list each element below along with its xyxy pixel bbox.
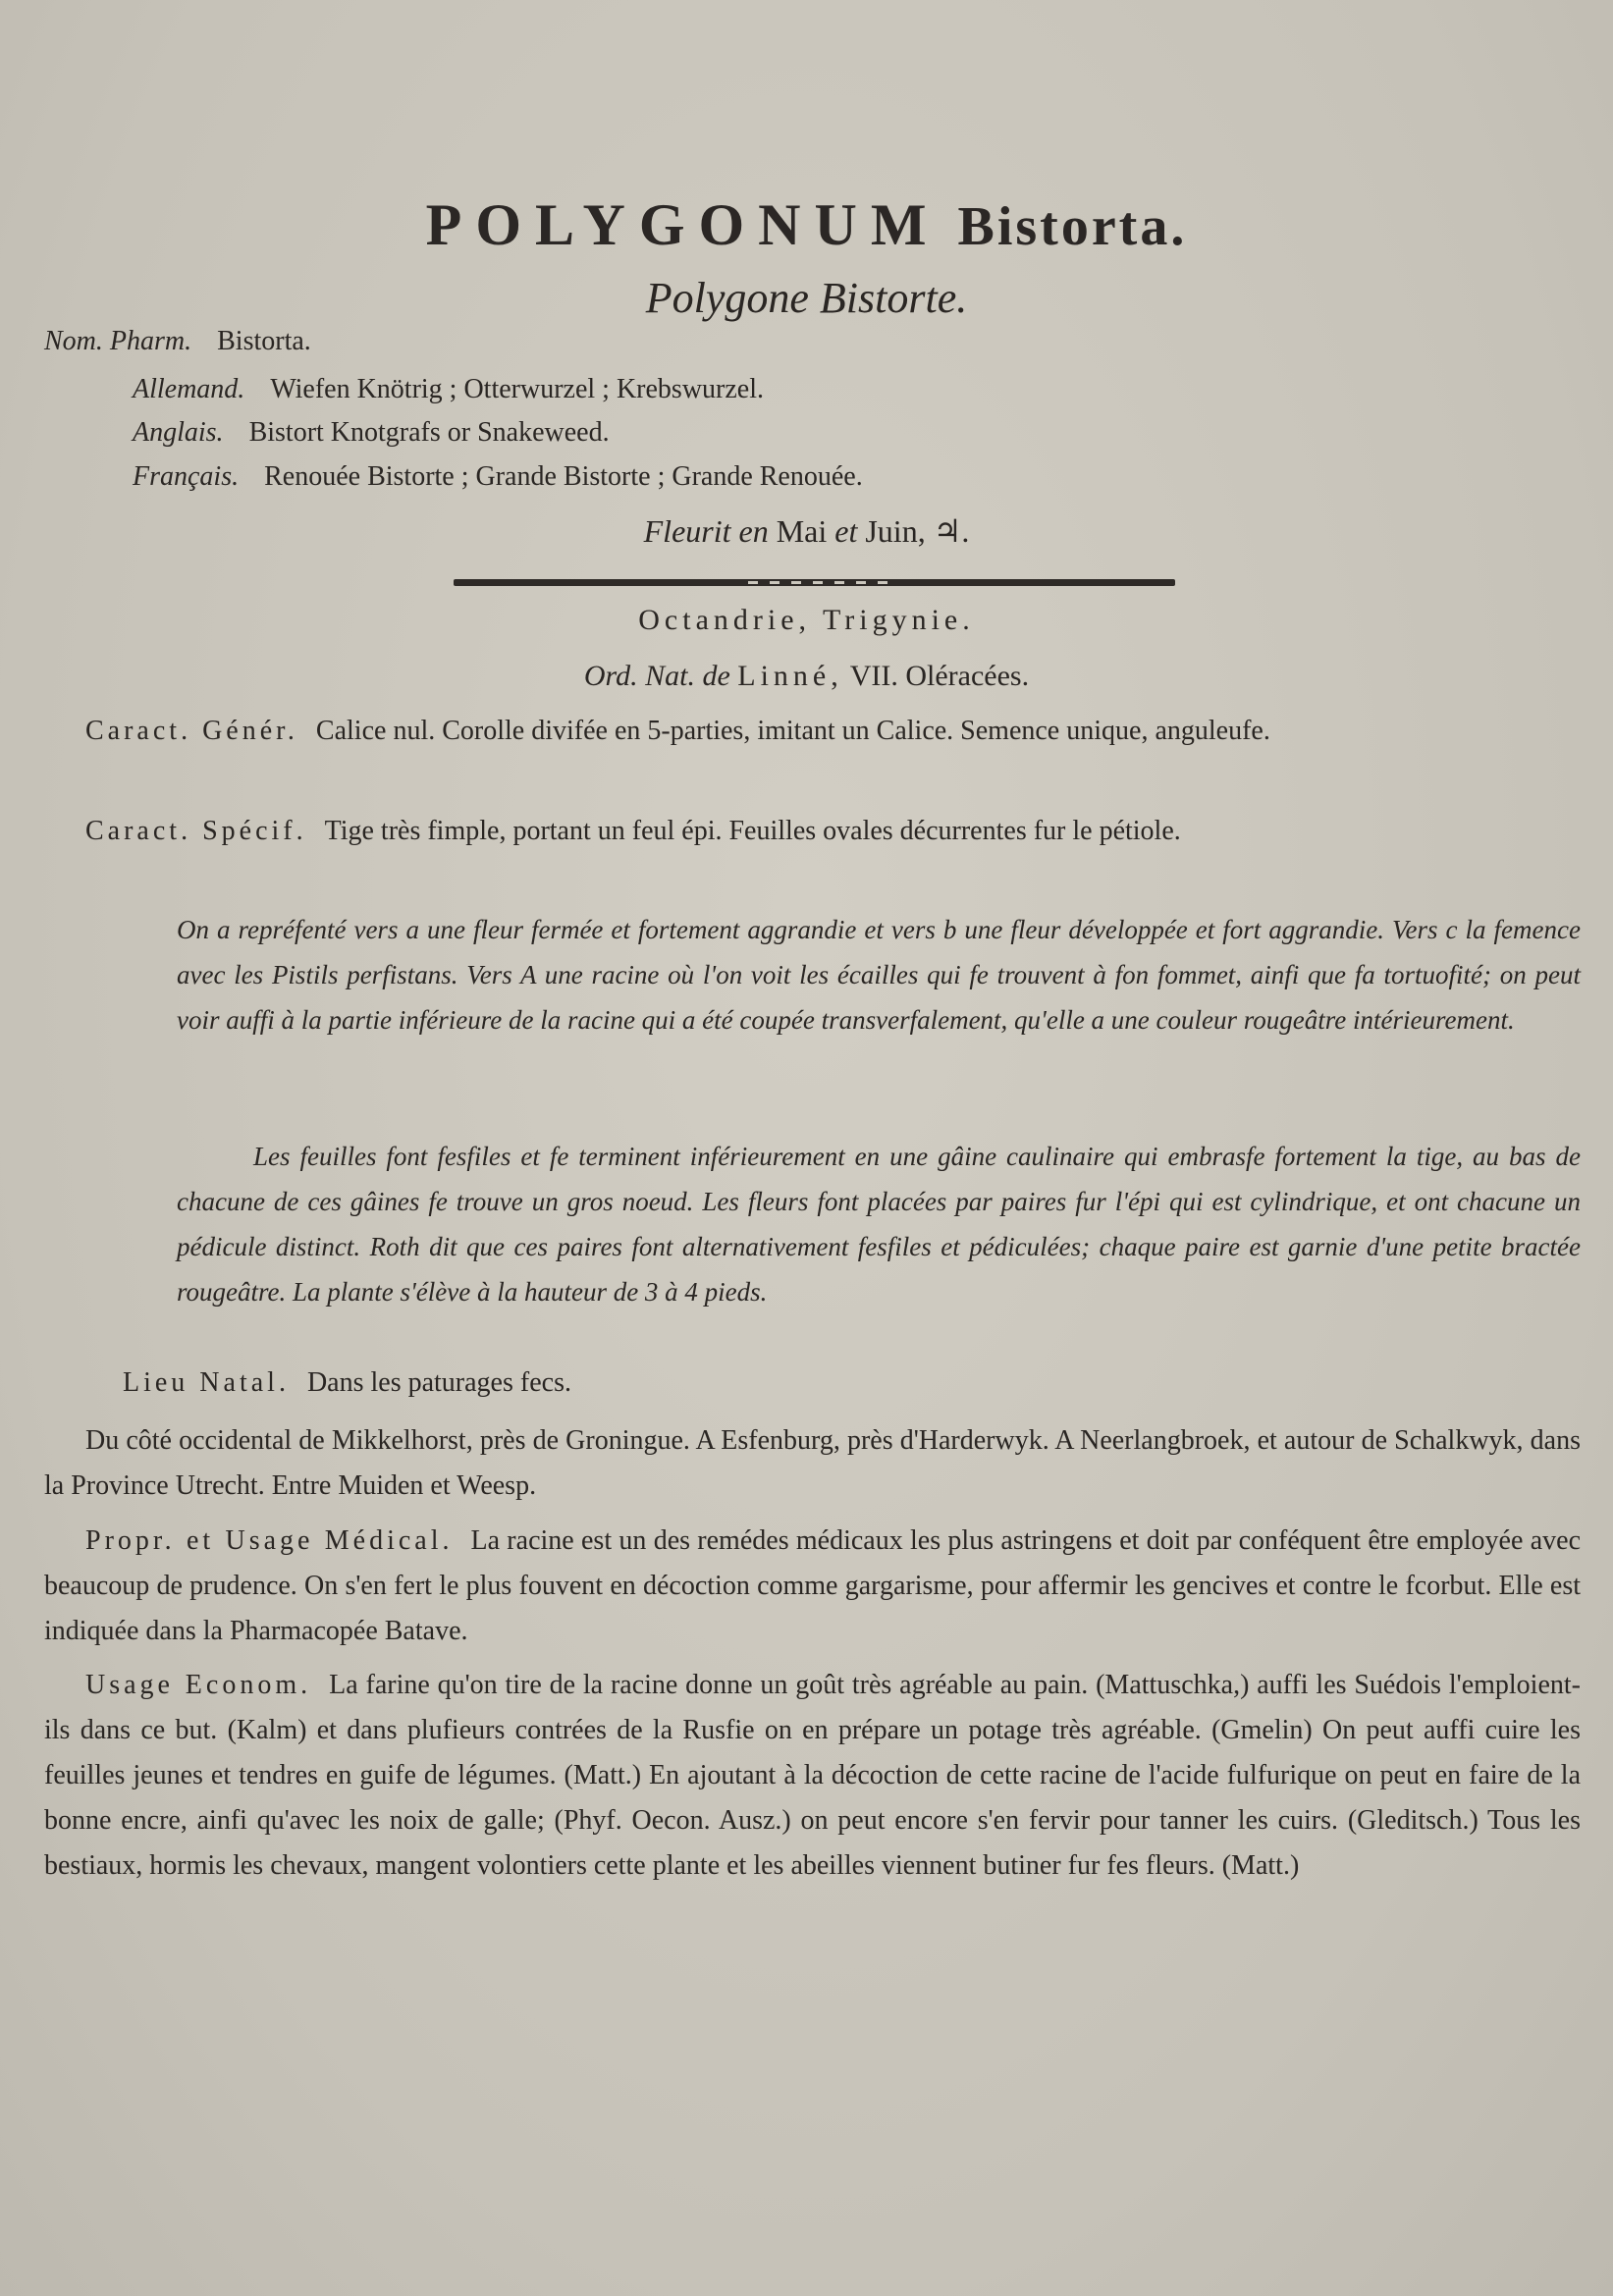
name-label: Nom. Pharm.	[44, 326, 192, 356]
name-value: Bistorta.	[217, 326, 311, 356]
flowering-month-1: Mai	[776, 513, 828, 549]
section-head: Caract. Spécif.	[85, 816, 307, 846]
page-subtitle: Polygone Bistorte.	[645, 274, 968, 322]
title-genus: POLYGONUM	[425, 192, 941, 257]
flowering-pre: Fleurit en	[643, 513, 769, 549]
decorative-rule	[454, 579, 1175, 586]
section-caract-specif	[44, 809, 1581, 854]
linnaean-class: Octandrie, Trigynie.	[638, 604, 975, 636]
order-prefix: Ord. Nat. de	[583, 660, 730, 692]
localities: Du côté occidental de Mikkelhorst, près de Groningue. A Esfenburg, près d'Harderwyk. A Neerlangbroek, et autour de Schalkwyk, dans la Province Utrecht. Entre Muiden et Weesp.	[44, 1425, 1581, 1501]
section-text: Tige très fimple, portant un feul épi. Feuilles ovales décurrentes fur le pétiole.	[324, 816, 1181, 846]
section-lieu-natal	[123, 1361, 1576, 1406]
title-species: Bistorta.	[957, 196, 1188, 257]
plant-description: Les feuilles font fesfiles et fe terminent inférieurement en une gâine caulinaire qui embrasfe fortement la tige, au bas de chacune de ces gâines fe trouve un gros noeud. Les fleurs font placées par paires fur l'épi qui est cylindrique, et ont chacune un pédicule distinct. Roth dit que ces paires font alternativement fesfiles et pédiculées; chaque paire est garnie d'une petite bractée rougeâtre. La plante s'élève à la hauteur de 3 à 4 pieds.	[177, 1142, 1581, 1307]
section-text: La racine est un des remédes médicaux les plus astringens et doit par conféquent être employée avec beaucoup de prudence. On s'en fert le plus fouvent en décoction comme gargarisme, pour affermir les gencives et contre le fcorbut. Elle est indiquée dans la Pharmacopée Batave.	[44, 1525, 1581, 1646]
name-pharm	[44, 326, 311, 357]
name-value: Bistort Knotgrafs or Snakeweed.	[248, 417, 610, 448]
name-label: Allemand.	[133, 374, 245, 404]
order-linne: Linné,	[737, 660, 843, 692]
figure-explanation: On a repréfenté vers a une fleur fermée et fortement aggrandie et vers b une fleur développée et fort aggrandie. Vers c la femence avec les Pistils perfistans. Vers A une racine où l'on voit les écailles qui fe trouvent à fon fommet, ainfi que fa tortuofité; on peut voir auffi à la partie inférieure de la racine qui a été coupée transverfalement, qu'elle a une couleur rougeâtre intérieurement.	[177, 915, 1581, 1035]
name-english	[133, 417, 610, 449]
flowering-line	[0, 512, 1613, 550]
flowering-et: et	[834, 513, 858, 549]
section-usage-medical	[44, 1519, 1581, 1654]
flowering-post: Juin, ♃.	[865, 513, 970, 549]
order-rest: VII. Oléracées.	[849, 660, 1030, 692]
page-title	[0, 191, 1613, 259]
section-caract-gener	[44, 709, 1581, 754]
section-text: Dans les paturages fecs.	[306, 1367, 571, 1398]
name-value: Renouée Bistorte ; Grande Bistorte ; Grande Renouée.	[264, 461, 863, 492]
section-head: Usage Econom.	[85, 1670, 312, 1700]
section-head: Caract. Génér.	[85, 716, 298, 746]
name-label: Français.	[133, 461, 240, 492]
name-german	[133, 374, 764, 405]
name-french	[133, 461, 863, 493]
section-head: Lieu Natal.	[123, 1367, 290, 1398]
section-head: Propr. et Usage Médical.	[85, 1525, 454, 1556]
section-text: La farine qu'on tire de la racine donne un goût très agréable au pain. (Mattuschka,) auffi les Suédois l'emploient-ils dans ce but. (Kalm) et dans plufieurs contrées de la Rusfie on en prépare un potage très agréable. (Gmelin) On peut auffi cuire les feuilles jeunes et tendres en guife de légumes. (Matt.) En ajoutant à la décoction de cette racine de l'acide fulfurique on peut en faire de la bonne encre, ainfi qu'avec les noix de galle; (Phyf. Oecon. Ausz.) on peut encore s'en fervir pour tanner les cuirs. (Gleditsch.) Tous les bestiaux, hormis les chevaux, mangent volontiers cette plante et les abeilles viennent butiner fur fes fleurs. (Matt.)	[44, 1670, 1581, 1881]
section-usage-econom	[44, 1663, 1581, 1889]
section-text: Calice nul. Corolle divifée en 5-parties, imitant un Calice. Semence unique, anguleufe.	[315, 716, 1270, 746]
natural-order	[0, 660, 1613, 693]
name-value: Wiefen Knötrig ; Otterwurzel ; Krebswurzel.	[270, 374, 764, 404]
name-label: Anglais.	[133, 417, 224, 448]
